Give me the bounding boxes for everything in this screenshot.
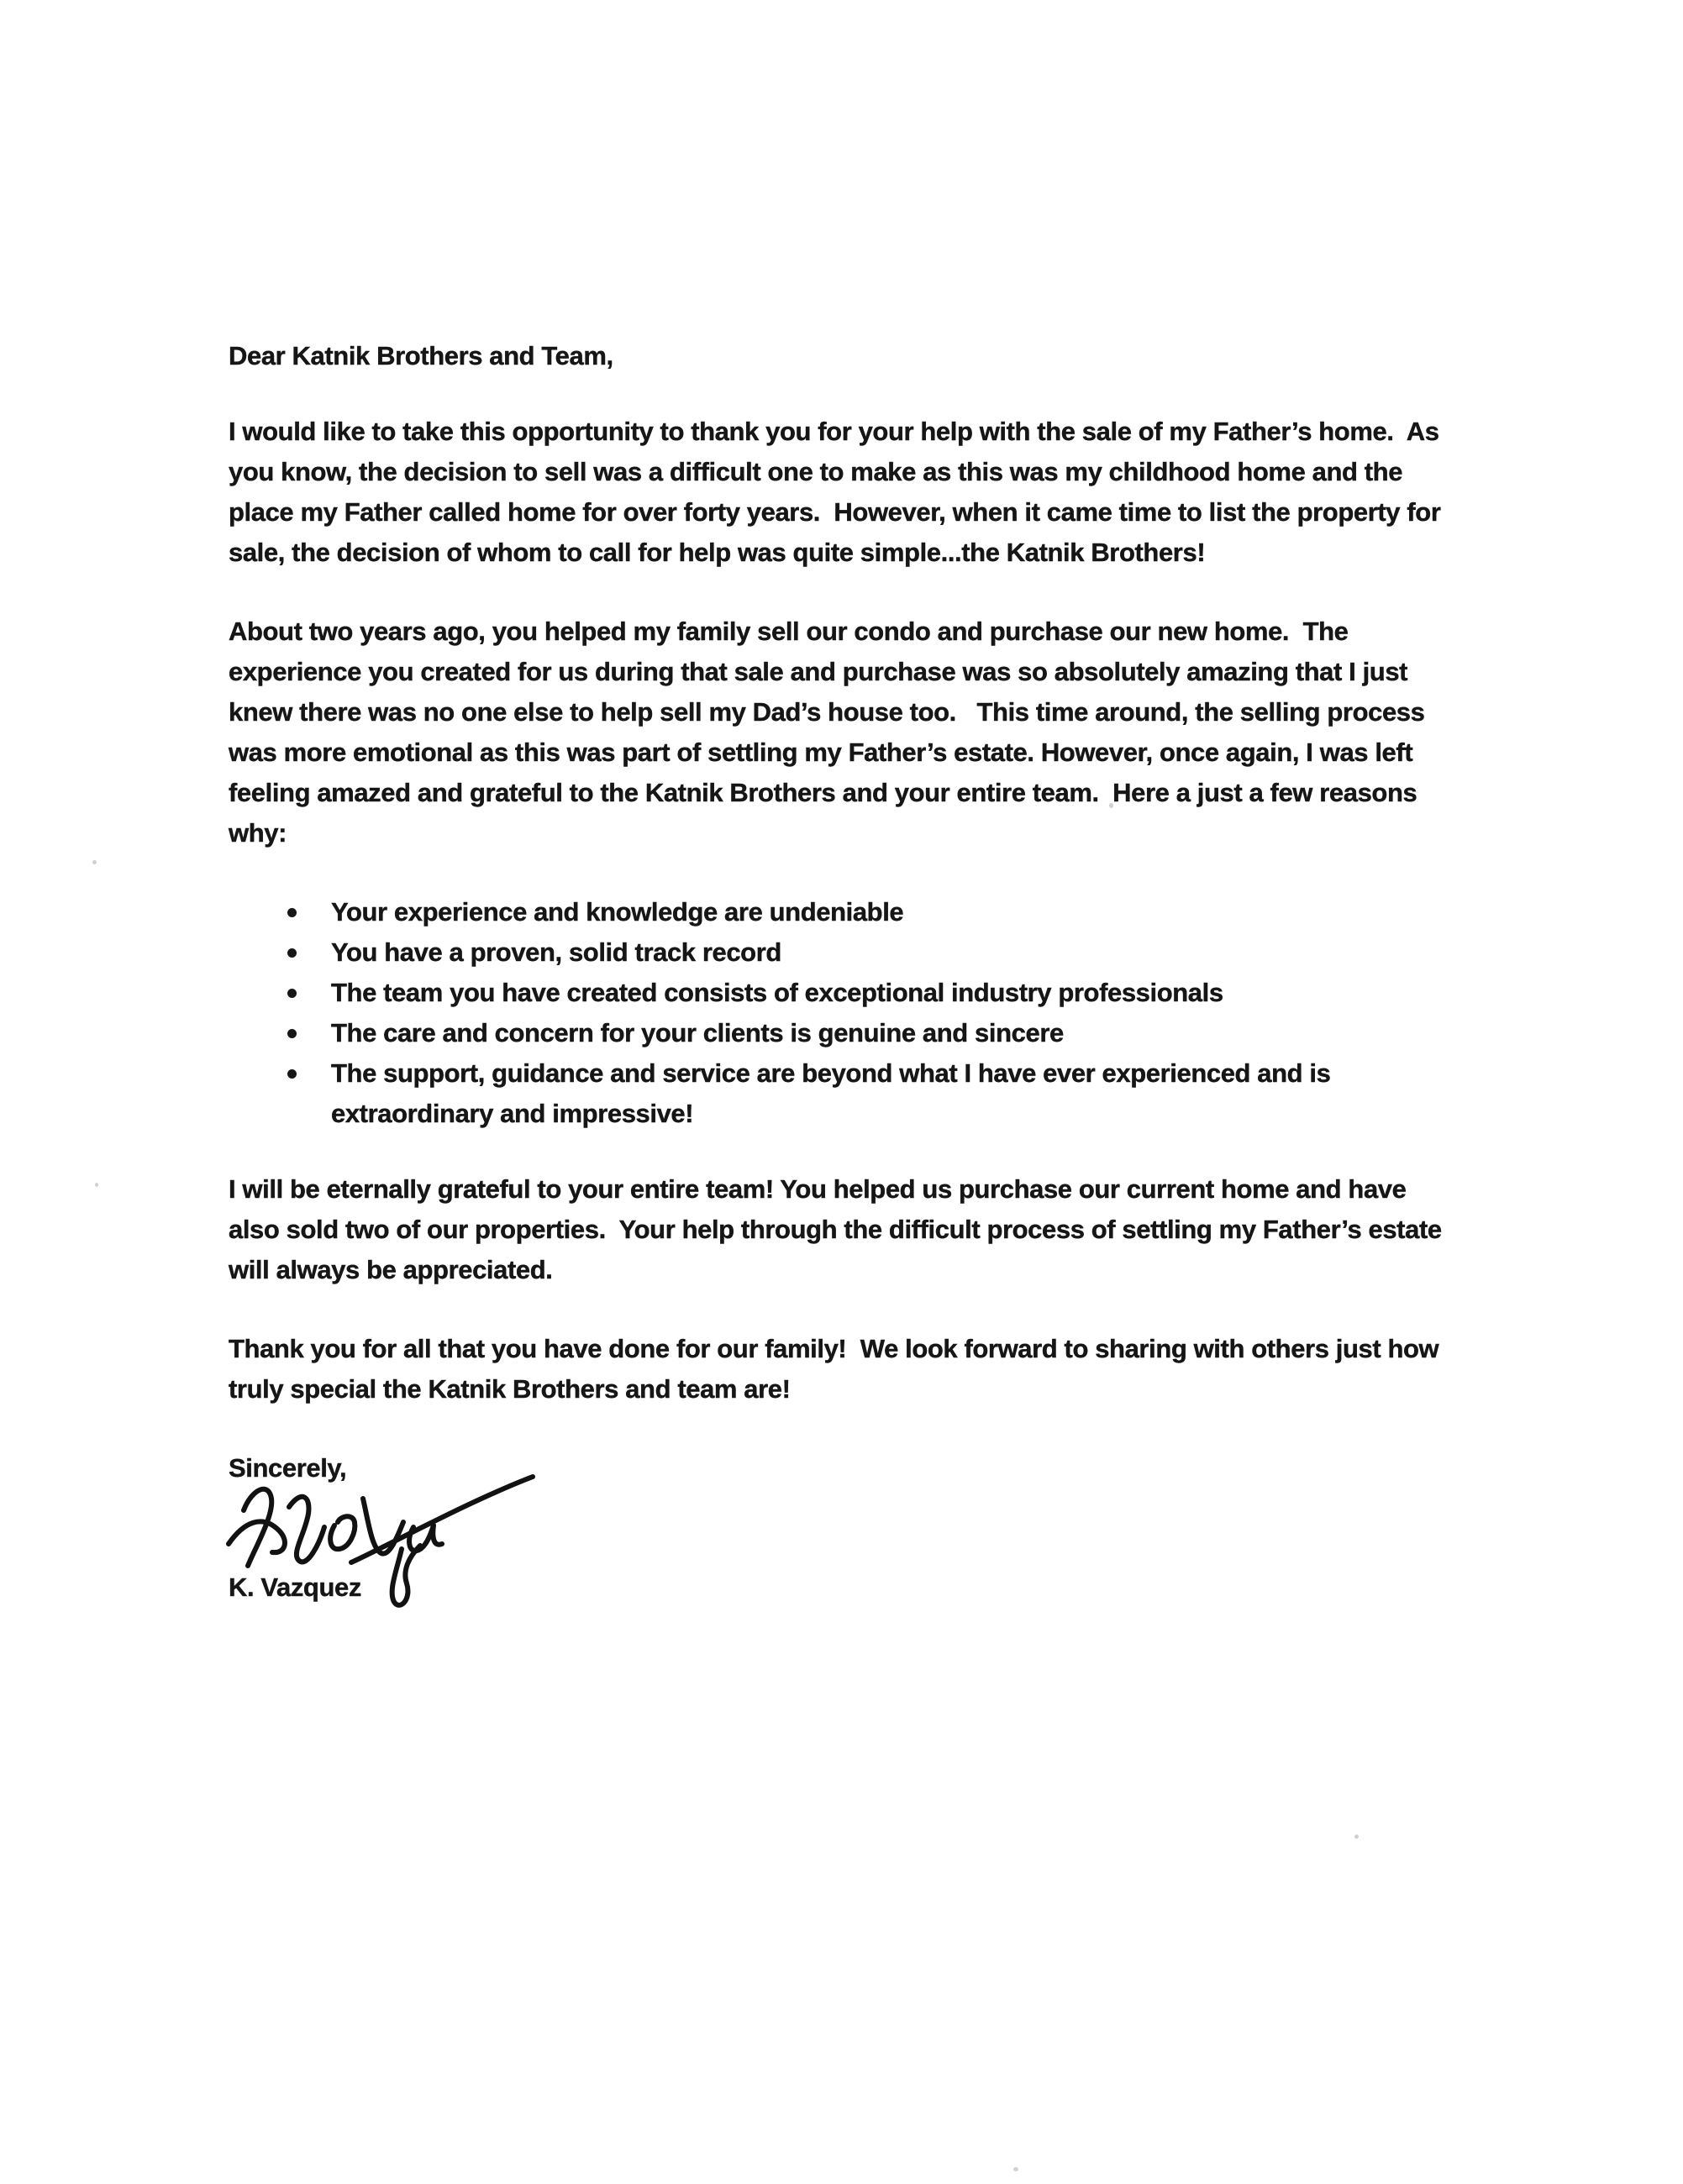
signed-name: K. Vazquez [229, 1572, 361, 1602]
letter-body [229, 336, 1457, 1650]
bullet-item: Your experience and knowledge are undeniable [284, 892, 1457, 932]
paragraph-opening: I would like to take this opportunity to thank you for your help with the sale of my Father’s home. As you know, the decision to sell was a difficult one to make as this was my childhood home and the place my Father called home for over forty years. However, when it came time to list the property for sale, the decision of whom to call for help was quite simple...the Katnik Brothers! [229, 417, 1448, 567]
scan-artifact [1109, 803, 1113, 808]
bullet-item: The care and concern for your clients is genuine and sincere [284, 1013, 1457, 1053]
paragraph-gratitude: I will be eternally grateful to your entire team! You helped us purchase our current home and have also sold two of our properties. Your help through the difficult process of settling my Father’s estate will always be appreciated. [229, 1174, 1449, 1284]
scan-artifact [1354, 1835, 1359, 1839]
bullet-item: You have a proven, solid track record [284, 932, 1457, 973]
reasons-bullet-list [229, 892, 1457, 1134]
paragraph-thanks: Thank you for all that you have done for our family! We look forward to sharing with others just how truly special the Katnik Brothers and team are! [229, 1334, 1446, 1404]
salutation: Dear Katnik Brothers and Team, [229, 341, 613, 370]
scan-artifact [95, 1183, 98, 1187]
paragraph-experience: About two years ago, you helped my family sell our condo and purchase our new home. The experience you created for us during that sale and purchase was so absolutely amazing that I just knew there was no one else to help sell my Dad’s house too. This time around, the selling process was more emotional as this was part of settling my Father’s estate. However, once again, I was left feeling amazed and grateful to the Katnik Brothers and your entire team. Here a just a few reasons why: [229, 617, 1432, 848]
scan-artifact [1013, 2167, 1018, 2171]
closing: Sincerely, [229, 1453, 347, 1483]
bullet-item: The team you have created consists of exceptional industry professionals [284, 973, 1457, 1013]
scan-artifact [92, 860, 97, 864]
bullet-item: The support, guidance and service are beyond what I have ever experienced and is extraordinary and impressive! [284, 1053, 1457, 1134]
signature-block [229, 1448, 1457, 1650]
